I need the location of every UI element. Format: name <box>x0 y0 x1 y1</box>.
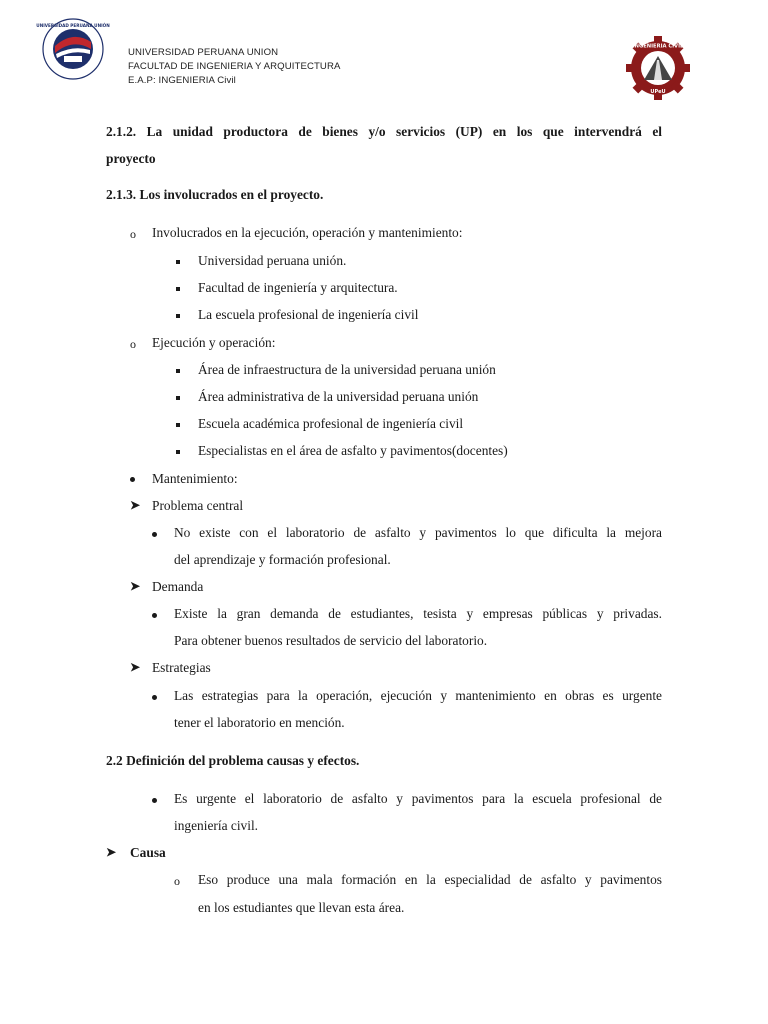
list-item: La escuela profesional de ingeniería civil <box>198 307 419 322</box>
section-2-2-heading: 2.2 Definición del problema causas y efectos. <box>106 753 360 768</box>
central-problem-text: No existe con el laboratorio de asfalto y pavimentos lo que dificulta la mejora <box>174 525 662 540</box>
demand-text-cont: Para obtener buenos resultados de servicio del laboratorio. <box>174 633 488 648</box>
strategies-text: Las estrategias para la operación, ejecución y mantenimiento en obras es urgente <box>174 688 662 703</box>
list-item: Universidad peruana unión. <box>198 253 347 268</box>
arrow-bullet-icon: ➤ <box>130 498 141 512</box>
square-bullet-icon <box>176 314 180 318</box>
central-problem-text-cont: del aprendizaje y formación profesional. <box>174 552 391 567</box>
university-name: UNIVERSIDAD PERUANA UNION <box>128 47 279 58</box>
civil-engineering-logo <box>626 36 690 100</box>
list-item: Escuela académica profesional de ingeniería civil <box>198 416 464 431</box>
faculty-name: FACULTAD DE INGENIERIA Y ARQUITECTURA <box>128 61 341 72</box>
list-item: Área de infraestructura de la universidad peruana unión <box>198 362 496 377</box>
circle-bullet-icon: o <box>130 337 136 351</box>
list-item: Facultad de ingeniería y arquitectura. <box>198 280 398 295</box>
cause-label: Causa <box>130 845 166 860</box>
school-name: E.A.P: INGENIERIA Civil <box>128 75 236 86</box>
square-bullet-icon <box>176 450 180 454</box>
demand-label: Demanda <box>152 579 204 594</box>
strategies-label: Estrategias <box>152 660 211 675</box>
maintenance-label: Mantenimiento: <box>152 471 238 486</box>
section-2-1-2-heading: 2.1.2. La unidad productora de bienes y/o servicios (UP) en los que intervendrá el <box>106 124 662 139</box>
list-item: Área administrativa de la universidad peruana unión <box>198 389 479 404</box>
left-logo-text: UNIVERSIDAD PERUANA UNIÓN <box>36 23 110 28</box>
institution-header <box>128 46 341 88</box>
page-header <box>0 0 768 110</box>
square-bullet-icon <box>176 369 180 373</box>
strategies-text-cont: tener el laboratorio en mención. <box>174 715 345 730</box>
dot-bullet-icon <box>152 695 157 700</box>
arrow-bullet-icon: ➤ <box>130 579 141 593</box>
arrow-bullet-icon: ➤ <box>130 660 141 674</box>
central-problem-label: Problema central <box>152 498 244 513</box>
right-logo-text: INGENIERIA CIVIL <box>632 43 684 50</box>
university-logo <box>36 18 110 80</box>
dot-bullet-icon <box>152 798 157 803</box>
arrow-bullet-icon: ➤ <box>106 845 117 859</box>
urgency-text: Es urgente el laboratorio de asfalto y pavimentos para la escuela profesional de <box>174 791 662 806</box>
list-item: Especialistas en el área de asfalto y pavimentos(docentes) <box>198 443 508 458</box>
section-2-1-3-heading: 2.1.3. Los involucrados en el proyecto. <box>106 187 324 202</box>
section-2-1-2-heading-cont: proyecto <box>106 151 156 166</box>
execution-group-label: Ejecución y operación: <box>152 335 276 350</box>
square-bullet-icon <box>176 423 180 427</box>
dot-bullet-icon <box>130 477 135 482</box>
dot-bullet-icon <box>152 613 157 618</box>
circle-bullet-icon: o <box>130 227 136 241</box>
stakeholders-group-label: Involucrados en la ejecución, operación y mantenimiento: <box>152 225 463 240</box>
cause-text: Eso produce una mala formación en la especialidad de asfalto y pavimentos <box>198 872 662 887</box>
circle-bullet-icon: o <box>174 874 180 888</box>
square-bullet-icon <box>176 287 180 291</box>
demand-text: Existe la gran demanda de estudiantes, tesista y empresas públicas y privadas. <box>174 606 662 621</box>
urgency-text-cont: ingeniería civil. <box>174 818 259 833</box>
square-bullet-icon <box>176 396 180 400</box>
right-logo-initials: UPeU <box>650 89 666 95</box>
dot-bullet-icon <box>152 532 157 537</box>
square-bullet-icon <box>176 260 180 264</box>
cause-text-cont: en los estudiantes que llevan esta área. <box>198 900 405 915</box>
